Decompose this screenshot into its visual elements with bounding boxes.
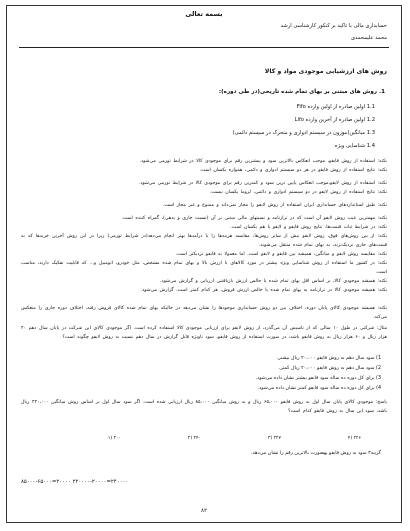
header-divider	[19, 47, 389, 48]
answer-option: 4) برای کل دوره ده ساله سود فایفو کمتر نشان داده می‌شود.	[257, 386, 381, 391]
note-paragraph: نکته: همیشه موجودی کالا در ترازنامه به بهای تمام شده یا خالص ارزش فروش، هر کدام کمتر است، گزارش می‌شود.	[140, 288, 387, 293]
section-title: روش های ارزشیابی موجودی مواد و کالا	[264, 68, 387, 75]
method-item: 1.4 شناسایی ویژه	[334, 143, 375, 149]
answer-choice: ۲۲۶ (۴	[347, 436, 361, 441]
calculation-line: ۸۵۰۰۰-۶۵۰۰۰=۲۰۰۰۰ ۲۲۰۰۰۰-۲۰۰۰۰=۲۴۰۰۰۰	[21, 479, 129, 485]
note-paragraph: نکته: طبق استانداردهای حسابداری ایران استفاده از روش لایفو را مجاز نمی‌داند و ممنوع و غیر مجاز است.	[162, 203, 387, 208]
method-item: 1.2 اولین صادره از آخرین وارده Lifo	[294, 117, 375, 123]
note-paragraph: نکته: نتایج استفاده از روش لایفو در دو سیستم ادواری و دائمی، لزوما یکسان نیست.	[209, 190, 387, 195]
note-paragraph: نکته: مهمترین عیب روش لایفو آن است که در ترازنامه و نسبتهای مالی مبتنی بر آن (نسبت جاری و بدهی)، گمراه کننده است.	[121, 216, 387, 221]
note-paragraph: نکته: نتایج استفاده از روش فایفو در هر دو سیستم ادواری و دائمی، همواره یکسان است.	[199, 168, 387, 173]
method-item: 1.1 اولین صادره از اولین وارده Fifo	[296, 104, 375, 110]
note-paragraph: نکته: استفاده از روش فایفو، موجب انعکاس بالاترین سود و بیشترین رقم برای موجودی کالا در شرایط تورمی می‌شود.	[139, 159, 387, 164]
document-page	[6, 5, 402, 523]
course-title: حسابداری مالی با تاکید بر کنکور کارشناسی ارشد	[280, 23, 387, 29]
example-intro: نکته: همیشه موجودی کالای پایان دوره، اختلاف بین دو روش حسابداری موجودها را نشان می‌دهد در حالیکه بهای تمام شده کالای فروش رفته، اختلاف دوره جاری را منعکس می‌کند.	[21, 306, 387, 320]
note-paragraph: نکته: مقایسه روش لایفو و میانگین، همیشه بین فایفو و لایفو است. اما معمولا به فایفو نزدیکتر است.	[175, 252, 387, 257]
note-paragraph: نکته: در کشور ما استفاده از روش شناسایی ویژه بیشتر در مورد کالاهای با ارزش بالا و بهای تمام شده مشخص، مثل خودرو، اتومبیل و... که قابلیت تفکیک دارند، مناسب است.	[21, 261, 387, 275]
answer-choice: ۲۴۰ (۲	[187, 436, 201, 441]
solution-text: پاسخ: موجودی کالای پایان سال اول به روش فایفو ۶۵،۰۰۰ ریال و به روش میانگین ۸۵،۰۰۰ ریال ارزیابی شده است. اگر سود سال اول بر اساس روش میانگین ۲۲۰،۰۰۰ ریال باشد، سود این سال به روش فایفو کدام است؟	[21, 400, 387, 414]
answer-choice: ۲۰۰ (۱	[107, 436, 121, 441]
answer-option: 1) سود سال دهم به روش فایفو ۲۰،۰۰۰ ریال بیشتر.	[276, 356, 381, 361]
conclusion-text: گزینه۳ سود به روش فایفو بهصورت بالاترین رقم را نشان می‌دهد.	[251, 451, 381, 456]
page-number: ۸۲	[200, 508, 207, 514]
answer-option: 3) برای کل دوره ده ساله سود فایفو بیشتر نشان داده می‌شود.	[255, 376, 381, 381]
answer-choice: ۲۲۷ (۳	[267, 436, 281, 441]
subsection-title: 1. روش های مبتنی بر بهای تمام شده تاریخی(در طی دوره):	[218, 89, 385, 95]
method-item: 1.3 میانگین(موزون در سیستم ادواری و متحرک در سیستم دائمی)	[232, 130, 375, 136]
note-paragraph: نکته: از بین روش‌های فوق، روش لایفو بیش از سایر روش‌ها، مقایسه هزینه‌ها را با درآمدها بهتر انجام می‌دهد(در شرایط تورمی) زیرا در این روش آخرین خریدها که به قیمت‌های جاری نزدیک‌ترند، به بهای تمام شده منتقل می‌شوند.	[21, 234, 387, 248]
note-paragraph: نکته: در شرایط ثبات قیمت‌ها، نتایج روش فایفو و لایفو با هم یکسان است.	[230, 225, 387, 230]
answer-option: 2) سود سال دهم به روش فایفو ۲۰،۰۰۰ ریال کمتر.	[278, 366, 381, 371]
example-question: مثال: شرکتی در طول ۱۰ سالی که از تاسیس آن می‌گذرد، از روش لایفو برای ارزیابی موجودی کالا استفاده کرده است. اگر موجودی کالای این شرکت در پایان سال دهم ۴۰ هزار ریال و ۶۰ هزار ریال به روش فایفو باشد، در صورت استفاده از روش فایفو، سود ناویژه قابل گزارش در سال دهم نسبت به روش لایفو چگونه است؟	[21, 326, 387, 340]
note-paragraph: نکته: استفاده از روش لایفو،موجب انعکاس پایین ترین سود و کمترین رقم برای موجودی کالا در شرایط تورمی می‌شود.	[138, 181, 387, 186]
page-heading: بسمه تعالی	[185, 10, 223, 18]
note-paragraph: نکته: همیشه موجودی کالا، بر اساس اقل بهای تمام شده یا خالص ارزش بازیافتنی ارزیابی و گزارش می‌شود.	[160, 279, 387, 284]
author-name: محمد علیمحمدی	[350, 35, 387, 41]
